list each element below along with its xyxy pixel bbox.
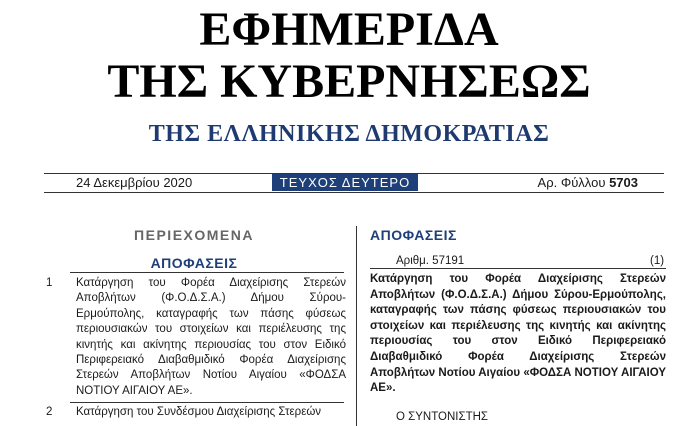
sheet-number-value: 5703 <box>609 175 638 190</box>
contents-section-rule <box>70 272 344 273</box>
decision-title: Κατάργηση του Φορέα Διαχείρισης Στερεών Αποβλήτων (Φ.Ο.Δ.Σ.Α.) Δήμου Σύρου-Ερμούπολης, καταγραφής των πάσης φύσεως περιουσιακών του στοιχείων και περιέλευσης της κινητής και ακίνητης περιουσίας του στον Ειδικό Περιφερειακό Διαβαθμιδικό Φορέα Διαχείρισης Στερεών Αποβλήτων Νοτίου Αιγαίου «ΦΟΔΣΑ ΝΟΤΙΟΥ ΑΙΓΑΙΟΥ ΑΕ». <box>370 273 666 395</box>
signatory-title: Ο ΣΥΝΤΟΝΙΣΤΗΣ <box>396 411 489 423</box>
decisions-section-heading: ΑΠΟΦΑΣΕΙΣ <box>370 227 457 243</box>
header-rule-bottom <box>44 192 664 193</box>
issue-series-badge: ΤΕΥΧΟΣ ΔΕΥΤΕΡΟ <box>272 174 418 191</box>
contents-entry-number: 2 <box>46 406 53 418</box>
gazette-subtitle: ΤΗΣ ΕΛΛΗΝΙΚΗΣ ΔΗΜΟΚΡΑΤΙΑΣ <box>148 121 550 147</box>
column-divider <box>356 226 357 426</box>
contents-entry-text[interactable]: Κατάργηση του Συνδέσμου Διαχείρισης Στερεών <box>76 406 322 418</box>
decision-rule <box>370 268 666 269</box>
contents-entry-rule <box>70 402 344 403</box>
contents-entry-text[interactable]: Κατάργηση του Φορέα Διαχείρισης Στερεών Αποβλήτων (Φ.Ο.Δ.Σ.Α.) Δήμου Σύρου-Ερμούπολης, καταγραφής των πάσης φύσεως περιουσιακών του στοιχείων και περιέλευσης της κινητής και ακίνητης περιουσίας του στον Ειδικό Περιφερειακό Διαβαθμιδικό Φορέα Διαχείρισης Στερεών Αποβλήτων Νοτίου Αιγαίου «ΦΟΔΣΑ ΝΟΤΙΟΥ ΑΙΓΑΙΟΥ ΑΕ». <box>76 277 346 397</box>
contents-entry-number: 1 <box>46 277 53 289</box>
decision-index: (1) <box>650 255 665 267</box>
sheet-number <box>538 175 638 191</box>
gazette-title-line-1: ΕΦΗΜΕΡΙΔΑ <box>199 3 499 56</box>
gazette-title-line-2: ΤΗΣ ΚΥΒΕΡΝΗΣΕΩΣ <box>107 55 591 108</box>
decision-number: Αριθμ. 57191 <box>396 255 465 267</box>
sheet-number-label: Αρ. Φύλλου <box>537 175 606 190</box>
issue-date: 24 Δεκεμβρίου 2020 <box>76 175 193 190</box>
contents-section-heading: ΑΠΟΦΑΣΕΙΣ <box>150 255 238 271</box>
contents-heading: ΠΕΡΙΕΧΟΜΕΝΑ <box>134 227 254 243</box>
